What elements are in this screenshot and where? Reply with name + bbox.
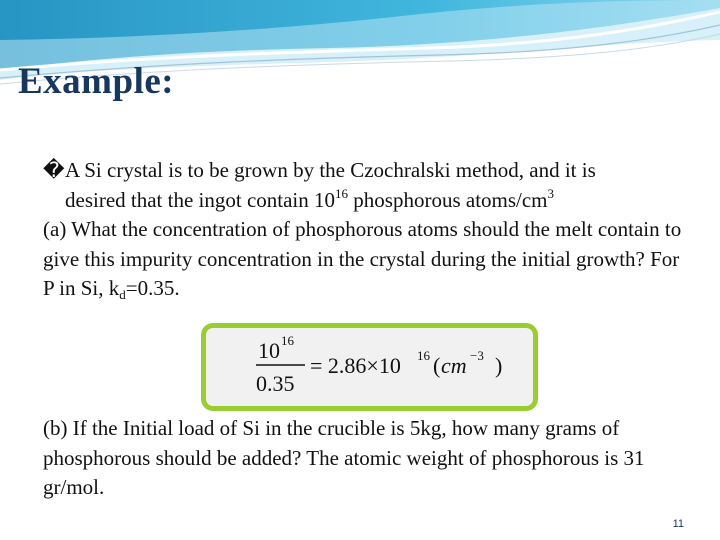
- equation-rhs: = 2.86×10: [310, 353, 401, 378]
- intro-exponent-2: 3: [547, 185, 555, 201]
- bullet-icon: �: [43, 158, 65, 182]
- intro-exponent-1: 16: [335, 185, 349, 201]
- part-a-subscript: d: [119, 287, 126, 302]
- equation-numerator-exponent: 16: [281, 333, 294, 348]
- equation-numerator: 10: [258, 338, 280, 363]
- equation-unit: cm: [441, 353, 467, 378]
- equation: [206, 328, 533, 406]
- page-number: 11: [672, 518, 684, 530]
- part-a-text-end: =0.35.: [125, 276, 180, 300]
- problem-statement: [43, 156, 693, 304]
- equation-box: [201, 323, 538, 411]
- intro-line-2: desired that the ingot contain 10: [65, 187, 336, 212]
- part-a-text: (a) What the concentration of phosphorous atoms should the melt contain to give this impurity concentration in the crystal during the initial growth? For P in Si, k: [43, 217, 682, 300]
- slide-title: Example:: [18, 61, 175, 102]
- equation-unit-exponent: −3: [470, 348, 484, 363]
- part-b-question: (b) If the Initial load of Si in the crucible is 5kg, how many grams of phosphorous should be added? The atomic weight of phosphorous is 31 gr/mol.: [43, 416, 645, 499]
- intro-line-1: A Si crystal is to be grown by the Czochralski method, and it is: [65, 158, 596, 182]
- intro-paragraph: [43, 156, 693, 215]
- intro-line-2b: phosphorous atoms/cm: [348, 187, 548, 212]
- unit-close-paren: ): [495, 353, 503, 378]
- equation-denominator: 0.35: [256, 371, 295, 396]
- part-a-question: [43, 215, 693, 304]
- unit-open-paren: (: [433, 353, 441, 378]
- equation-rhs-exponent: 16: [417, 348, 430, 363]
